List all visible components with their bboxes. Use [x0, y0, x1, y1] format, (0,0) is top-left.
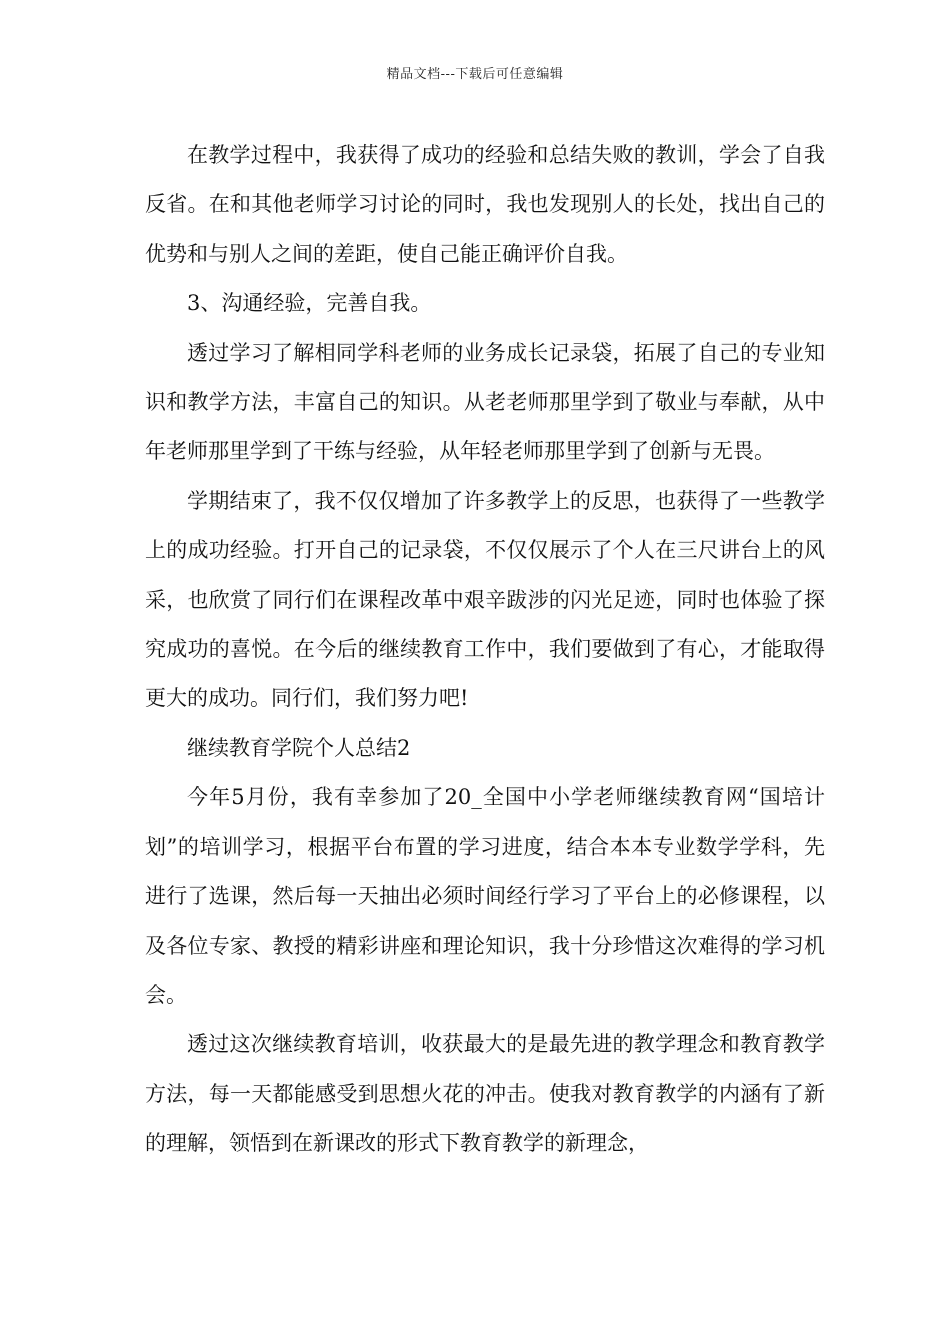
document-body — [145, 131, 825, 1169]
section-title: 继续教育学院个人总结2 — [187, 735, 411, 760]
paragraph: 透过这次继续教育培训，收获最大的是最先进的教学理念和教育教学方法，每一天都能感受到思想火花的冲击。使我对教育教学的内涵有了新的理解，领悟到在新课改的形式下教育教学的新理念， — [145, 1032, 825, 1156]
paragraph: 透过学习了解相同学科老师的业务成长记录袋，拓展了自己的专业知识和教学方法，丰富自己的知识。从老老师那里学到了敬业与奉献，从中年老师那里学到了干练与经验，从年轻老师那里学到了创新与无畏。 — [145, 340, 825, 464]
page-header: 精品文档---下载后可任意编辑 — [386, 67, 564, 82]
paragraph: 学期结束了，我不仅仅增加了许多教学上的反思，也获得了一些教学上的成功经验。打开自己的记录袋，不仅仅展示了个人在三尺讲台上的风采，也欣赏了同行们在课程改革中艰辛跋涉的闪光足迹，同时也体验了探究成功的喜悦。在今后的继续教育工作中，我们要做到了有心，才能取得更大的成功。同行们，我们努力吧! — [145, 488, 825, 711]
section-heading: 3、沟通经验，完善自我。 — [187, 291, 432, 316]
paragraph: 今年5月份，我有幸参加了20_全国中小学老师继续教育网“国培计划”的培训学习，根据平台布置的学习进度，结合本本专业数学学科，先进行了选课，然后每一天抽出必须时间经行学习了平台上的必修课程，以及各位专家、教授的精彩讲座和理论知识，我十分珍惜这次难得的学习机会。 — [145, 785, 825, 1007]
paragraph: 在教学过程中，我获得了成功的经验和总结失败的教训，学会了自我反省。在和其他老师学习讨论的同时，我也发现别人的长处，找出自己的优势和与别人之间的差距，使自己能正确评价自我。 — [145, 143, 825, 266]
